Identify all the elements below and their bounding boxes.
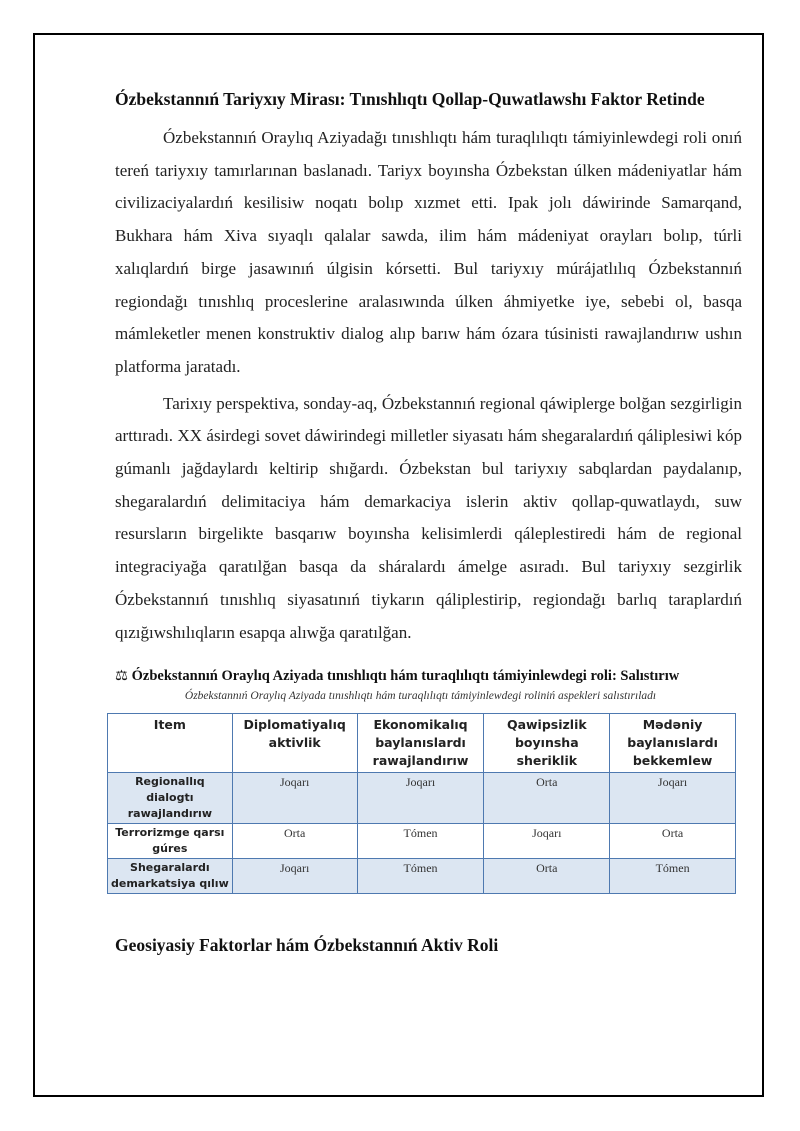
comparison-table — [107, 713, 736, 894]
table-heading — [115, 666, 742, 686]
paragraph-2: Tarixıy perspektiva, sonday-aq, Ózbekstannıń regional qáwiplerge bolğan sezgirligin arttıradı. XX ásirdegi sovet dáwirindegi milletler siyasatı hám shegaralardıń qáliplesiwi kóp gúmanlı jağdaylardı keltirip shığardı. Ózbekstan bul tariyxıy sabqlardan paydalanıp, shegaralardıń delimitaciya hám demarkaciya islerin aktiv qollap-quwatlaydı, suw resursların birgelikte basqarıw boyınsha kelisimlerdi qáleplestiredi hám de regional integraciyağa qaratılğan basqa da sháralardı ámelge asıradı. Bul tariyxıy sezgirlik Ózbekstannıń tınıshlıq siyasatınıń tiykarın qáliplestirip, regiondağı barlıq taraplardıń qızığıwshılıqların esapqa alıwğa qaratılğan. — [115, 393, 742, 642]
column-header: Mədəniy baylanıslardı bekkemlew — [610, 714, 736, 773]
table-cell: Tómen — [610, 859, 736, 894]
section-2-title: Geosiyasiy Faktorlar hám Ózbekstannıń Aktiv Roli — [115, 935, 499, 956]
table-heading-text: Ózbekstannıń Oraylıq Aziyada tınıshlıqtı hám turaqlılıqtı támiyinlewdegi roli: Salıstırıw — [131, 668, 680, 685]
table-row — [108, 824, 736, 859]
row-label: Regionallıq dialogtı rawajlandırıw — [108, 773, 233, 824]
column-header: Qawipsizlik boyınsha sheriklik — [484, 714, 610, 773]
paragraph-1: Ózbekstannıń Oraylıq Aziyadağı tınıshlıqtı hám turaqlılıqtı támiyinlewdegi roli onıń tereń tariyxıy tamırlarınan baslanadı. Tariyx boyınsha Ózbekstan úlken mádeniyatlar hám civilizaciyalardıń kesilisiw noqatı bolıp xızmet etti. Ipak jolı dáwirinde Samarqand, Bukhara hám Xiva sıyaqlı qalalar sawda, ilim hám mádeniyat orayları bolıp, túrli xalıqlardıń birge jasawınıń úlgisin kórsetti. Bul tariyxıy múrájatlılıq Ózbekstannıń regiondağı tınıshlıq proceslerine aralasıwında úlken áhmiyetke iye, sebebi ol, basqa mámleketler menen konstruktiv dialog alıp barıw hám ózara túsinisti rawajlandırıw ushın platforma jaratadı. — [115, 128, 742, 376]
table-cell: Joqarı — [232, 859, 357, 894]
row-label: Terrorizmge qarsı gúres — [108, 824, 233, 859]
scales-icon: ⚖ — [115, 668, 128, 685]
table-cell: Tómen — [357, 859, 484, 894]
table-cell: Joqarı — [357, 773, 484, 824]
column-header: Diplomatiyalıq aktivlik — [232, 714, 357, 773]
table-cell: Orta — [484, 773, 610, 824]
section-title: Ózbekstannıń Tariyxıy Mirası: Tınıshlıqtı Qollap-Quwatlawshı Faktor Retinde — [115, 89, 705, 109]
table-cell: Tómen — [357, 824, 484, 859]
column-header: Item — [108, 714, 233, 773]
table-header-row — [108, 714, 736, 773]
table-cell: Orta — [610, 824, 736, 859]
table-cell: Orta — [484, 859, 610, 894]
table-cell: Joqarı — [484, 824, 610, 859]
row-label: Shegaralardı demarkatsiya qılıw — [108, 859, 233, 894]
table-cell: Joqarı — [610, 773, 736, 824]
document-body — [111, 86, 742, 958]
table-caption: Ózbekstannıń Oraylıq Aziyada tınıshlıqtı hám turaqlılıqtı támiyinlewdegi roliniń aspekleri salıstırıladı — [184, 690, 657, 703]
table-cell: Joqarı — [232, 773, 357, 824]
table-row — [108, 773, 736, 824]
table-cell: Orta — [232, 824, 357, 859]
table-row — [108, 859, 736, 894]
column-header: Ekonomikalıq baylanıslardı rawajlandırıw — [357, 714, 484, 773]
